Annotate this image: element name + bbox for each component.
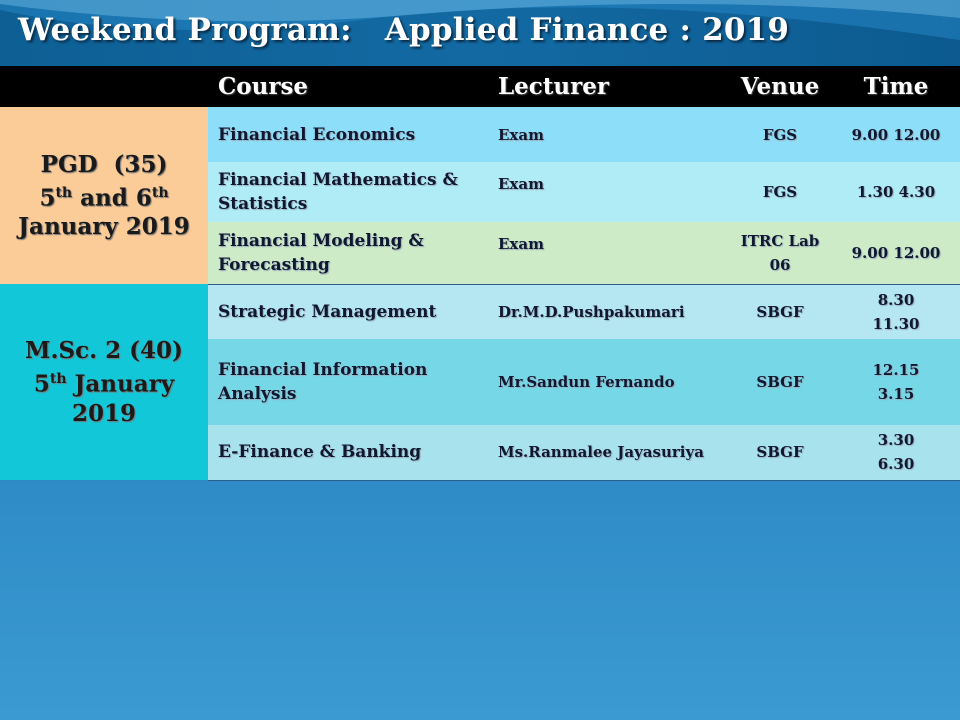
page-title: Weekend Program: Applied Finance : 2019: [18, 12, 790, 48]
time-cell: 8.30 11.30: [832, 284, 960, 339]
program-name: PGD (35): [40, 150, 168, 178]
course-cell: Financial Mathematics & Statistics: [208, 162, 488, 222]
course-cell: Financial Economics: [208, 107, 488, 162]
time-header: Time: [832, 66, 960, 107]
lecturer-cell: Exam: [488, 162, 728, 222]
course-cell: Financial Modeling & Forecasting: [208, 222, 488, 284]
course-cell: E-Finance & Banking: [208, 425, 488, 480]
time-cell: 9.00 12.00: [832, 222, 960, 284]
course-cell: Strategic Management: [208, 284, 488, 339]
program-header: [0, 66, 208, 107]
venue-header: Venue: [728, 66, 832, 107]
header-row: [0, 66, 960, 107]
program-month-year: 2019: [71, 399, 136, 427]
lecturer-cell: Exam: [488, 222, 728, 284]
course-cell: Financial Information Analysis: [208, 339, 488, 425]
program-dates: 5th and 6th: [39, 184, 169, 212]
lecturer-cell: Mr.Sandun Fernando: [488, 339, 728, 425]
venue-cell: FGS: [728, 162, 832, 222]
program-cell-pgd: [0, 107, 208, 284]
venue-cell: SBGF: [728, 339, 832, 425]
time-cell: 9.00 12.00: [832, 107, 960, 162]
course-header: Course: [208, 66, 488, 107]
venue-cell: SBGF: [728, 425, 832, 480]
table-row: [0, 284, 960, 339]
program-dates: 5th January: [33, 370, 175, 398]
program-cell-msc: [0, 284, 208, 480]
program-name: M.Sc. 2 (40): [25, 337, 183, 365]
lecturer-cell: Ms.Ranmalee Jayasuriya: [488, 425, 728, 480]
time-cell: 12.15 3.15: [832, 339, 960, 425]
venue-cell: ITRC Lab 06: [728, 222, 832, 284]
lecturer-cell: Dr.M.D.Pushpakumari: [488, 284, 728, 339]
time-cell: 1.30 4.30: [832, 162, 960, 222]
program-month-year: January 2019: [18, 213, 190, 241]
table-row: [0, 107, 960, 162]
venue-cell: FGS: [728, 107, 832, 162]
schedule-table: [0, 66, 960, 481]
lecturer-header: Lecturer: [488, 66, 728, 107]
venue-cell: SBGF: [728, 284, 832, 339]
time-cell: 3.30 6.30: [832, 425, 960, 480]
lecturer-cell: Exam: [488, 107, 728, 162]
